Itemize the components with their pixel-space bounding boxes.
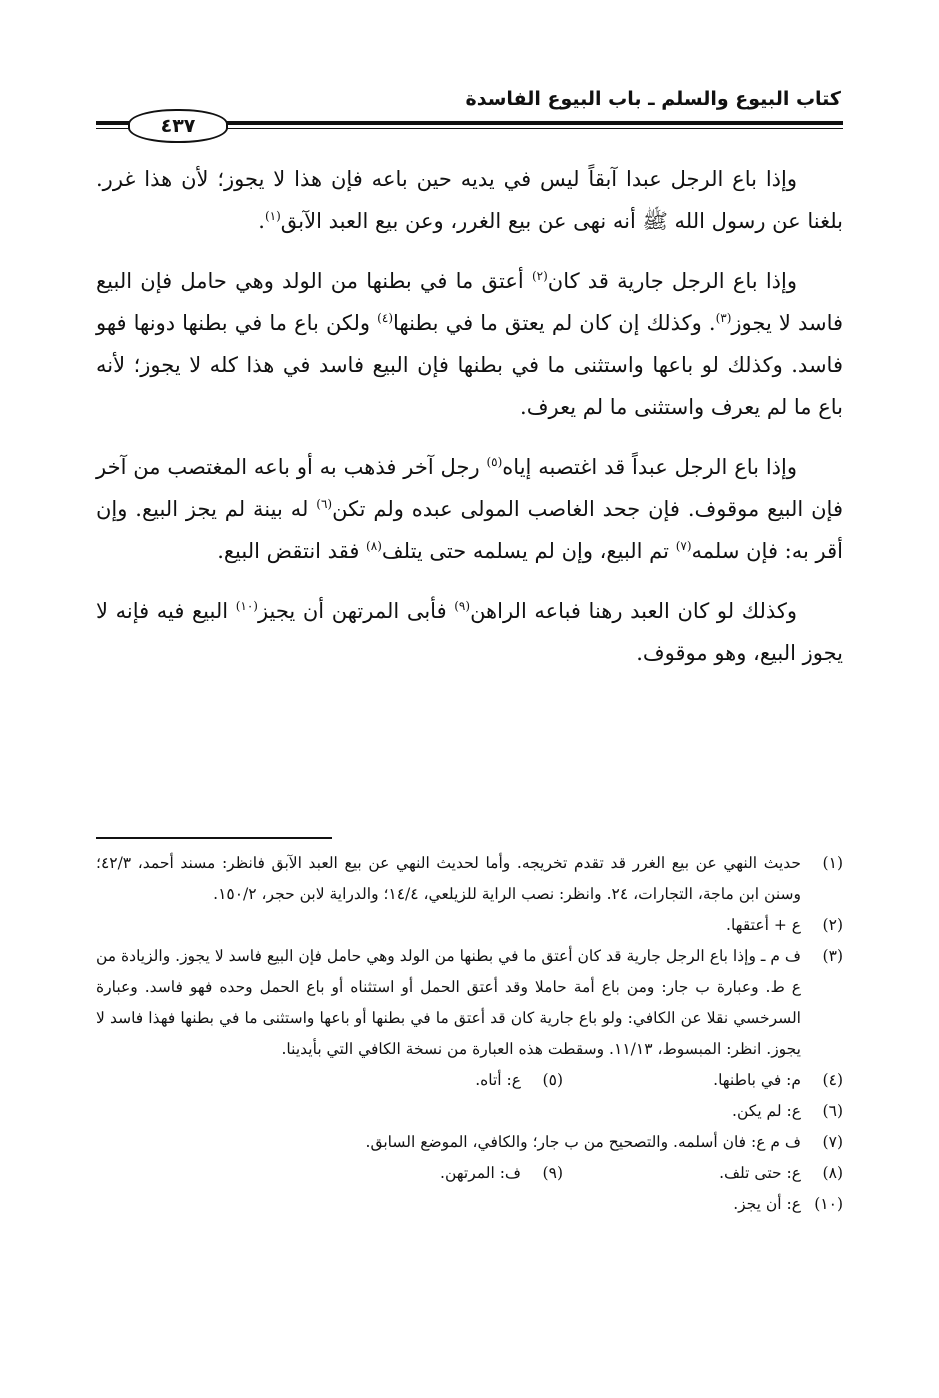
footnote-number: (١)	[822, 854, 843, 872]
footnote-number: (٤)	[822, 1071, 843, 1089]
footnote-ref: (١)	[264, 209, 281, 223]
text-run: وإذا باع الرجل عبداً قد اغتصبه إياه	[502, 455, 797, 479]
footnote-ref: (٢)	[531, 269, 548, 283]
footnote-3	[96, 941, 843, 1065]
footnote-ref: (٩)	[454, 599, 471, 613]
paragraph	[96, 260, 843, 428]
text-run: وإذا باع الرجل جارية قد كان	[547, 269, 797, 293]
text-run: البيع فيه فإنه لا يجوز البيع، وهو موقوف.	[96, 599, 843, 665]
footnote-number: (٨)	[822, 1164, 843, 1182]
main-text	[96, 158, 843, 692]
footnote-number: (٦)	[822, 1102, 843, 1120]
footnote-ref: (٤)	[377, 311, 393, 325]
text-run: فقد انتقض البيع.	[217, 539, 367, 563]
text-run: له بينة لم يجز البيع. وإن أقر به: فإن سلمه	[96, 497, 843, 563]
footnote-ref: (١٠)	[235, 599, 258, 613]
footnote-number: (٩)	[542, 1164, 563, 1182]
text-run: أعتق ما في بطنها من الولد وهي حامل فإن البيع فاسد لا يجوز	[96, 269, 844, 335]
footnote-separator	[96, 837, 332, 839]
page-number: ٤٣٧	[128, 109, 228, 143]
footnote-4	[563, 1065, 843, 1096]
footnote-text: ع + أعتقها.	[726, 916, 801, 934]
paragraph	[96, 590, 843, 674]
footnote-text: ف م ـ وإذا باع الرجل جارية قد كان أعتق ما في بطنها من الولد وهي حامل فإن البيع فاسد لا يجوز. والزيادة من ع ط. وعبارة ب جار: ومن باع أمة حاملا وقد أعتق الحمل أو استثناه أو باع الحمل وحده فهو فاسد. وعبارة السرخسي نقلا عن الكافي: ولو باع جارية كان قد أعتق ما في بطنها أو باعها واستثنى ما في بطنها فهذا فاسد لا يجوز. انظر: المبسوط، ١١/١٣. وسقطت هذه العبارة من نسخة الكافي التي بأيدينا.	[96, 947, 801, 1058]
footnote-row	[96, 1065, 843, 1096]
footnote-text: ف م ع: فان أسلمه. والتصحيح من ب جار؛ والكافي، الموضع السابق.	[365, 1133, 801, 1151]
footnote-number: (٣)	[822, 947, 843, 965]
footnotes	[96, 848, 843, 1220]
running-title: كتاب البيوع والسلم ـ باب البيوع الفاسدة	[465, 88, 841, 110]
text-run: وإذا باع الرجل عبدا آبقاً ليس في يديه حين باعه فإن هذا لا يجوز؛ لأن هذا غرر. بلغنا عن رسول الله ﷺ أنه نهى عن بيع الغرر، وعن بيع العبد الآبق	[96, 167, 843, 233]
footnote-ref: (٧)	[675, 539, 692, 553]
footnote-6	[96, 1096, 843, 1127]
footnote-7	[96, 1127, 843, 1158]
text-run: . وكذلك إن كان لم يعتق ما في بطنها	[393, 311, 716, 335]
text-run: ولكن باع ما في بطنها دونها فهو فاسد. وكذلك لو باعها واستثنى ما في بطنها فإن البيع فاسد في هذا كله لا يجوز؛ لأنه باع ما لم يعرف واستثنى ما لم يعرف.	[96, 311, 843, 419]
footnote-number: (١٠)	[814, 1195, 843, 1213]
footnote-2	[96, 910, 843, 941]
footnote-text: حديث النهي عن بيع الغرر قد تقدم تخريجه. وأما لحديث النهي عن بيع العبد الآبق فانظر: مسند أحمد، ٤٢/٣؛ وسنن ابن ماجة، التجارات، ٢٤. وانظر: نصب الراية للزيلعي، ١٤/٤؛ والدراية لابن حجر، ١٥٠/٢.	[96, 854, 801, 903]
footnote-text: ع: حتى تلف.	[719, 1164, 801, 1182]
footnote-text: ع: لم يكن.	[732, 1102, 801, 1120]
footnote-ref: (٥)	[486, 455, 503, 469]
footnote-row	[96, 1158, 843, 1189]
footnote-text: م: في باطنها.	[713, 1071, 801, 1089]
footnote-text: ع: أتاه.	[475, 1071, 521, 1089]
paragraph	[96, 446, 843, 572]
text-run: تم البيع، وإن لم يسلمه حتى يتلف	[381, 539, 676, 563]
footnote-ref: (٣)	[715, 311, 732, 325]
text-run: .	[258, 209, 265, 233]
footnote-ref: (٨)	[366, 539, 382, 553]
footnote-5	[475, 1065, 563, 1096]
footnote-10	[96, 1189, 843, 1220]
paragraph	[96, 158, 843, 242]
footnote-ref: (٦)	[316, 497, 333, 511]
text-run: وكذلك لو كان العبد رهنا فباعه الراهن	[470, 599, 798, 623]
footnote-9	[440, 1158, 563, 1189]
text-run: فأبى المرتهن أن يجيز	[257, 599, 455, 623]
footnote-number: (٢)	[822, 916, 843, 934]
footnote-8	[563, 1158, 843, 1189]
footnote-number: (٧)	[822, 1133, 843, 1151]
text-run: رجل آخر فذهب به أو باعه المغتصب من آخر فإن البيع موقوف. فإن جحد الغاصب المولى عبده ولم تكن	[96, 455, 843, 521]
footnote-text: ف: المرتهن.	[440, 1164, 521, 1182]
footnote-number: (٥)	[542, 1071, 563, 1089]
footnote-text: ع: أن يجز.	[733, 1195, 801, 1213]
footnote-1	[96, 848, 843, 910]
